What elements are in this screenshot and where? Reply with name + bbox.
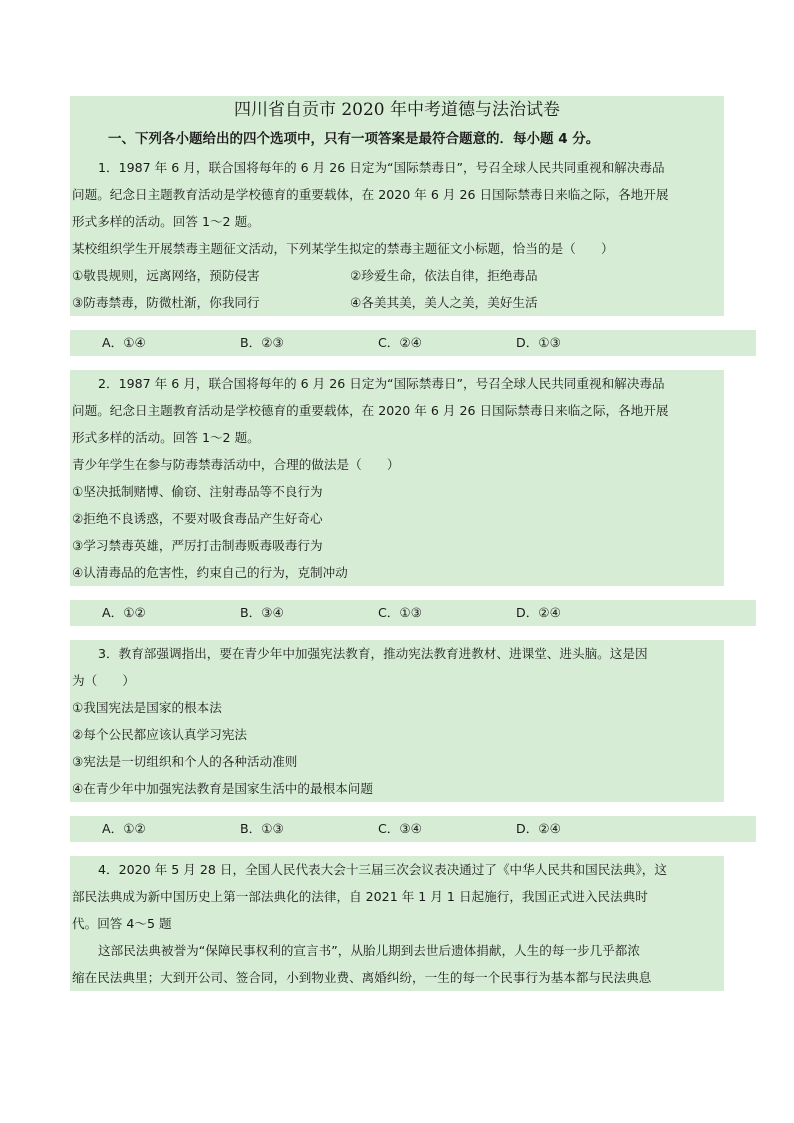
question-stem: 某校组织学生开展禁毒主题征文活动，下列某学生拟定的禁毒主题征文小标题，恰当的是（ ） [72, 241, 614, 256]
answer-choice-b: B．①③ [240, 821, 284, 836]
statement-option: ④在青少年中加强宪法教育是国家生活中的最根本问题 [72, 781, 373, 796]
statement-option: ②珍爱生命，依法自律，拒绝毒品 [350, 268, 538, 283]
statement-option: ①我国宪法是国家的根本法 [72, 700, 222, 715]
question-text-line: 缩在民法典里；大到开公司、签合同，小到物业费、离婚纠纷，一生的每一个民事行为基本都与民法典息 [72, 970, 652, 985]
question-text-line: 这部民法典被誉为“保障民事权利的宣言书”，从胎儿期到去世后遗体捐献，人生的每一步几乎都浓 [98, 943, 640, 958]
answer-choices-3 [70, 816, 756, 842]
question-1 [70, 154, 724, 316]
answer-choice-c: C．①③ [378, 605, 422, 620]
answer-choice-d: D．①③ [516, 335, 561, 350]
statement-option: ③学习禁毒英雄，严厉打击制毒贩毒吸毒行为 [72, 538, 323, 553]
answer-choice-c: C．③④ [378, 821, 422, 836]
statement-option: ④各美其美，美人之美，美好生活 [350, 295, 538, 310]
statement-option: ②拒绝不良诱惑，不要对吸食毒品产生好奇心 [72, 511, 323, 526]
answer-choice-b: B．③④ [240, 605, 284, 620]
exam-page [70, 96, 724, 991]
question-stem: 青少年学生在参与防毒禁毒活动中，合理的做法是（ ） [72, 457, 400, 472]
statement-option: ①敬畏规则，远离网络，预防侵害 [72, 268, 260, 283]
question-2 [70, 370, 724, 586]
answer-choice-b: B．②③ [240, 335, 284, 350]
question-stem: 为（ ） [72, 673, 135, 688]
question-text-line: 2．1987 年 6 月，联合国将每年的 6 月 26 日定为“国际禁毒日”，号召全球人民共同重视和解决毒品 [98, 376, 665, 391]
question-text-line: 问题。纪念日主题教育活动是学校德育的重要载体，在 2020 年 6 月 26 日国际禁毒日来临之际，各地开展 [72, 187, 669, 202]
question-3 [70, 640, 724, 802]
answer-choice-d: D．②④ [516, 821, 561, 836]
question-text-line: 3．教育部强调指出，要在青少年中加强宪法教育，推动宪法教育进教材、进课堂、进头脑。这是因 [98, 646, 648, 661]
question-text-line: 问题。纪念日主题教育活动是学校德育的重要载体，在 2020 年 6 月 26 日国际禁毒日来临之际，各地开展 [72, 403, 669, 418]
answer-choice-c: C．②④ [378, 335, 422, 350]
section-heading: 一、下列各小题给出的四个选项中，只有一项答案是最符合题意的．每小题 4 分。 [70, 124, 724, 154]
statement-option: ③防毒禁毒，防微杜渐，你我同行 [72, 295, 260, 310]
answer-choice-a: A．①② [102, 821, 146, 836]
question-text-line: 1．1987 年 6 月，联合国将每年的 6 月 26 日定为“国际禁毒日”，号召全球人民共同重视和解决毒品 [98, 160, 665, 175]
answer-choice-a: A．①④ [102, 335, 146, 350]
question-text-line: 形式多样的活动。回答 1～2 题。 [72, 214, 260, 229]
question-text-line: 4．2020 年 5 月 28 日，全国人民代表大会十三届三次会议表决通过了《中华人民共和国民法典》，这 [98, 862, 667, 877]
statement-option: ④认清毒品的危害性，约束自己的行为，克制冲动 [72, 565, 348, 580]
exam-title: 四川省自贡市 2020 年中考道德与法治试卷 [70, 96, 724, 124]
question-4 [70, 856, 724, 991]
answer-choice-a: A．①② [102, 605, 146, 620]
statement-option: ①坚决抵制赌博、偷窃、注射毒品等不良行为 [72, 484, 323, 499]
answer-choices-2 [70, 600, 756, 626]
answer-choices-1 [70, 330, 756, 356]
answer-choice-d: D．②④ [516, 605, 561, 620]
statement-option: ③宪法是一切组织和个人的各种活动准则 [72, 754, 298, 769]
question-text-line: 代。回答 4～5 题 [72, 916, 172, 931]
question-text-line: 形式多样的活动。回答 1～2 题。 [72, 430, 260, 445]
statement-option: ②每个公民都应该认真学习宪法 [72, 727, 248, 742]
question-text-line: 部民法典成为新中国历史上第一部法典化的法律，自 2021 年 1 月 1 日起施行，我国正式进入民法典时 [72, 889, 648, 904]
